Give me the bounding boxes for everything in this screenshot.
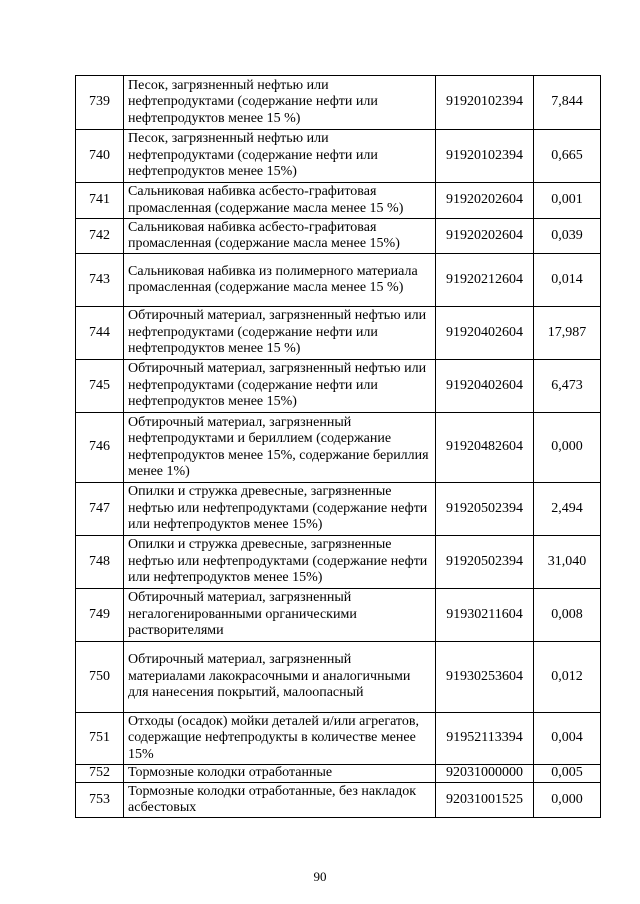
waste-quantity: 17,987 xyxy=(534,307,601,360)
waste-name: Песок, загрязненный нефтью или нефтепродуктами (содержание нефти или нефтепродуктов менее 15 %) xyxy=(124,76,436,130)
waste-code: 91920402604 xyxy=(436,360,534,413)
row-number: 742 xyxy=(76,219,124,254)
row-number: 751 xyxy=(76,713,124,765)
row-number: 750 xyxy=(76,642,124,713)
waste-code: 91920202604 xyxy=(436,183,534,219)
table-row xyxy=(76,76,601,130)
waste-code: 91920502394 xyxy=(436,483,534,536)
waste-name: Сальниковая набивка асбесто-графитовая промасленная (содержание масла менее 15 %) xyxy=(124,183,436,219)
waste-name: Опилки и стружка древесные, загрязненные нефтью или нефтепродуктами (содержание нефти или нефтепродуктов менее 15%) xyxy=(124,483,436,536)
row-number: 749 xyxy=(76,589,124,642)
waste-name: Тормозные колодки отработанные xyxy=(124,765,436,783)
table-row xyxy=(76,783,601,818)
row-number: 740 xyxy=(76,130,124,183)
waste-name: Отходы (осадок) мойки деталей и/или агрегатов, содержащие нефтепродукты в количестве менее 15% xyxy=(124,713,436,765)
row-number: 747 xyxy=(76,483,124,536)
row-number: 739 xyxy=(76,76,124,130)
waste-quantity: 7,844 xyxy=(534,76,601,130)
waste-quantity: 0,000 xyxy=(534,783,601,818)
waste-name: Тормозные колодки отработанные, без накладок асбестовых xyxy=(124,783,436,818)
waste-name: Обтирочный материал, загрязненный негалогенированными органическими растворителями xyxy=(124,589,436,642)
row-number: 746 xyxy=(76,413,124,483)
row-number: 745 xyxy=(76,360,124,413)
waste-quantity: 0,008 xyxy=(534,589,601,642)
table-row xyxy=(76,360,601,413)
table-row xyxy=(76,307,601,360)
table-row xyxy=(76,642,601,713)
waste-quantity: 0,004 xyxy=(534,713,601,765)
waste-code: 91920102394 xyxy=(436,130,534,183)
waste-quantity: 0,012 xyxy=(534,642,601,713)
waste-name: Обтирочный материал, загрязненный нефтепродуктами и бериллием (содержание нефтепродуктов менее 15%, содержание бериллия менее 1%) xyxy=(124,413,436,483)
waste-code: 91920212604 xyxy=(436,254,534,307)
waste-quantity: 0,001 xyxy=(534,183,601,219)
waste-code: 91920402604 xyxy=(436,307,534,360)
waste-code: 91920202604 xyxy=(436,219,534,254)
row-number: 744 xyxy=(76,307,124,360)
row-number: 748 xyxy=(76,536,124,589)
row-number: 743 xyxy=(76,254,124,307)
table-row xyxy=(76,219,601,254)
table-row xyxy=(76,130,601,183)
page-number: 90 xyxy=(313,869,327,884)
waste-quantity: 0,014 xyxy=(534,254,601,307)
waste-code: 91930253604 xyxy=(436,642,534,713)
waste-name: Сальниковая набивка асбесто-графитовая промасленная (содержание масла менее 15%) xyxy=(124,219,436,254)
waste-quantity: 0,005 xyxy=(534,765,601,783)
waste-name: Песок, загрязненный нефтью или нефтепродуктами (содержание нефти или нефтепродуктов менее 15%) xyxy=(124,130,436,183)
row-number: 741 xyxy=(76,183,124,219)
waste-quantity: 6,473 xyxy=(534,360,601,413)
waste-quantity: 31,040 xyxy=(534,536,601,589)
waste-table xyxy=(75,75,601,818)
waste-name: Сальниковая набивка из полимерного материала промасленная (содержание масла менее 15 %) xyxy=(124,254,436,307)
table-row xyxy=(76,713,601,765)
waste-code: 91920482604 xyxy=(436,413,534,483)
waste-code: 92031000000 xyxy=(436,765,534,783)
waste-name: Обтирочный материал, загрязненный нефтью или нефтепродуктами (содержание нефти или нефтепродуктов менее 15%) xyxy=(124,360,436,413)
waste-name: Обтирочный материал, загрязненный нефтью или нефтепродуктами (содержание нефти или нефтепродуктов менее 15 %) xyxy=(124,307,436,360)
waste-code: 91920102394 xyxy=(436,76,534,130)
waste-quantity: 0,039 xyxy=(534,219,601,254)
table-row xyxy=(76,183,601,219)
waste-code: 91920502394 xyxy=(436,536,534,589)
waste-name: Обтирочный материал, загрязненный материалами лакокрасочными и аналогичными для нанесения покрытий, малоопасный xyxy=(124,642,436,713)
waste-code: 92031001525 xyxy=(436,783,534,818)
table-row xyxy=(76,483,601,536)
waste-quantity: 2,494 xyxy=(534,483,601,536)
table-row xyxy=(76,413,601,483)
table-row xyxy=(76,536,601,589)
row-number: 752 xyxy=(76,765,124,783)
waste-quantity: 0,665 xyxy=(534,130,601,183)
table-row xyxy=(76,254,601,307)
waste-code: 91930211604 xyxy=(436,589,534,642)
table-row xyxy=(76,765,601,783)
table-row xyxy=(76,589,601,642)
waste-name: Опилки и стружка древесные, загрязненные нефтью или нефтепродуктами (содержание нефти или нефтепродуктов менее 15%) xyxy=(124,536,436,589)
row-number: 753 xyxy=(76,783,124,818)
waste-quantity: 0,000 xyxy=(534,413,601,483)
waste-code: 91952113394 xyxy=(436,713,534,765)
